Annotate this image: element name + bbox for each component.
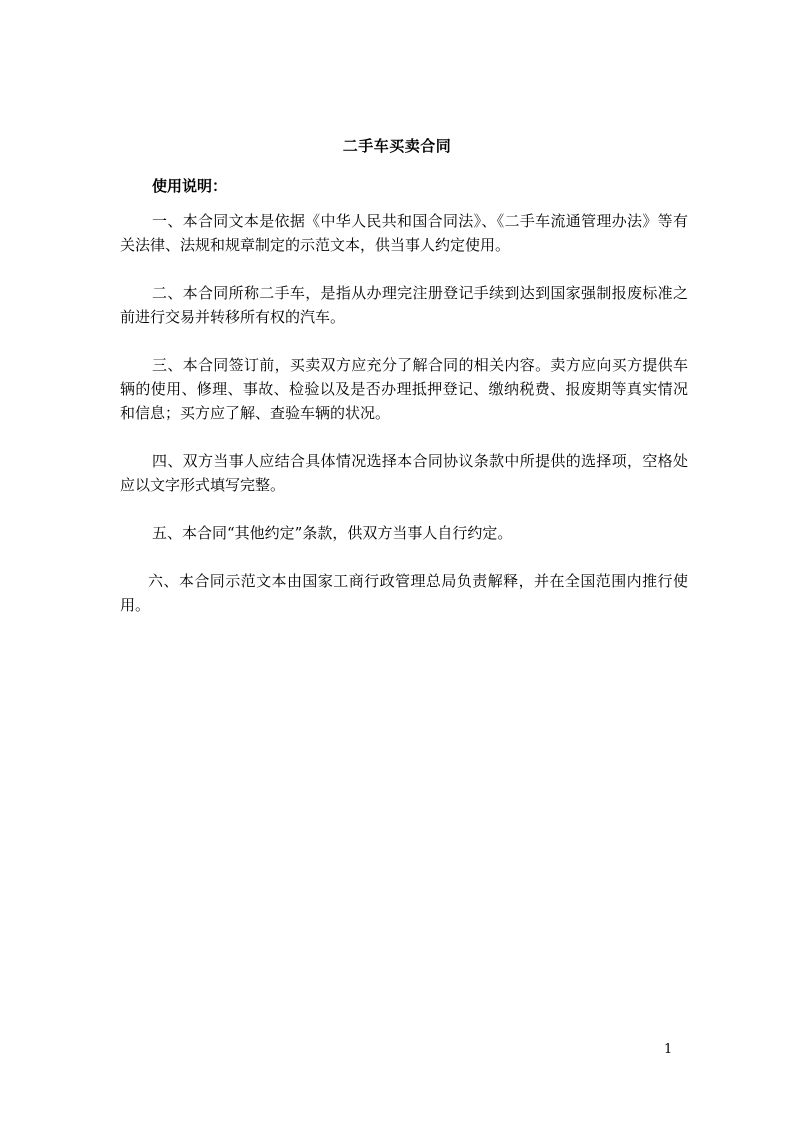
instruction-paragraph-5: 五、本合同“其他约定”条款，供双方当事人自行约定。 bbox=[152, 524, 513, 542]
page-number: 1 bbox=[664, 1042, 673, 1057]
instructions-body bbox=[120, 209, 688, 641]
instruction-paragraph-3: 三、本合同签订前，买卖双方应充分了解合同的相关内容。卖方应向买方提供车辆的使用、修理、事故、检验以及是否办理抵押登记、缴纳税费、报废期等真实情况和信息；买方应了解、查验车辆的状况。 bbox=[120, 356, 688, 422]
instruction-paragraph-2: 二、本合同所称二手车，是指从办理完注册登记手续到达到国家强制报废标准之前进行交易并转移所有权的汽车。 bbox=[120, 284, 688, 326]
instruction-paragraph-6: 六、本合同示范文本由国家工商行政管理总局负责解释，并在全国范围内推行使用。 bbox=[120, 572, 688, 614]
instruction-paragraph-4: 四、双方当事人应结合具体情况选择本合同协议条款中所提供的选择项，空格处应以文字形式填写完整。 bbox=[120, 452, 688, 494]
instruction-paragraph-1: 一、本合同文本是依据《中华人民共和国合同法》、《二手车流通管理办法》等有关法律、法规和规章制定的示范文本，供当事人约定使用。 bbox=[120, 212, 688, 254]
instructions-heading: 使用说明： bbox=[152, 177, 228, 195]
document-title: 二手车买卖合同 bbox=[342, 137, 452, 155]
